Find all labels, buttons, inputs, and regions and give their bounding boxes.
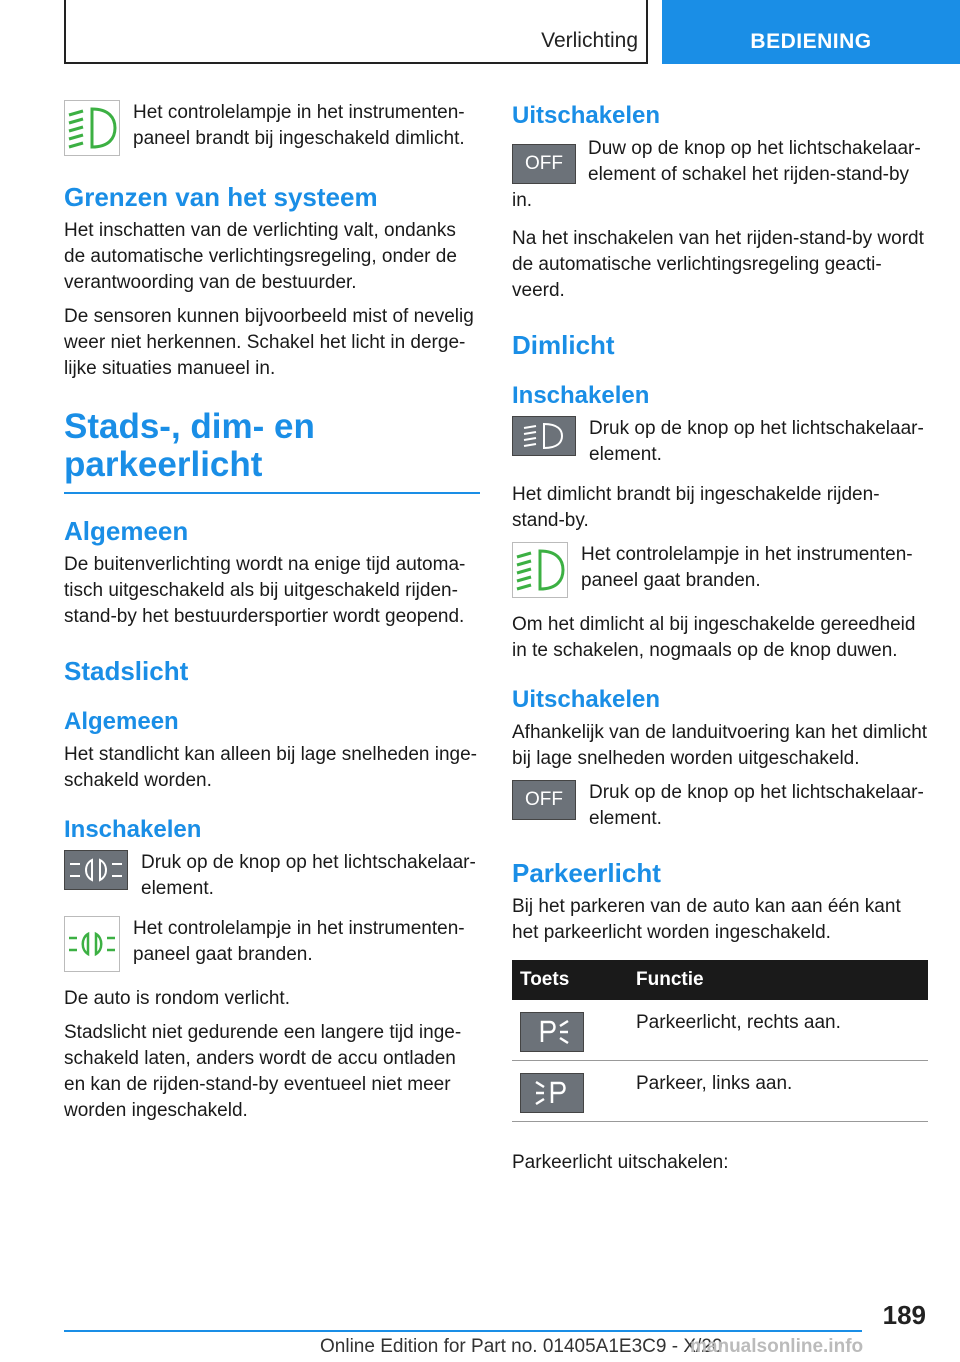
grenzen-heading: Grenzen van het systeem [64, 182, 378, 212]
low-beam-indicator-row-2 [512, 542, 928, 598]
table-header-toets: Toets [512, 960, 628, 1000]
side-light-indicator-row [64, 916, 480, 972]
stadslicht-warning-paragraph: Stadslicht niet gedurende een langere tijd inge-schakeld laten, anders wordt de accu ontladen en kan de rijden-stand-by eventueel niet meer worden ingeschakeld. [64, 1022, 462, 1121]
uitschakelen-heading: Uitschakelen [512, 102, 661, 129]
low-beam-button-row [512, 416, 928, 468]
low-beam-button-icon [512, 416, 576, 456]
dimlicht-heading: Dimlicht [512, 330, 615, 360]
table-cell-toets [512, 1061, 628, 1122]
off-button-icon: OFF [512, 144, 576, 184]
main-title-block [64, 408, 480, 494]
grenzen-paragraph-1: Het inschatten van de verlichting valt, ondanks de automatische verlichtingsregeling, onder de verantwoording van de bestuurder. [64, 220, 457, 293]
footer-rule [64, 1330, 862, 1332]
algemeen-paragraph: De buitenverlichting wordt na enige tijd automa-tisch uitgeschakeld als bij uitgeschakeld rijden-stand-by het bestuurdersportier wordt geopend. [64, 554, 466, 627]
parking-light-table [512, 960, 928, 1122]
stadslicht-heading: Stadslicht [64, 656, 189, 686]
off-button-text: Duw op de knop op het lichtschakelaar-element of schakel het rijden-stand-by in. [512, 138, 921, 211]
dimlicht-uitschakelen-paragraph: Afhankelijk van de landuitvoering kan het dimlicht bij lage snelheden worden uitgeschakeld. [512, 722, 928, 769]
stadslicht-algemeen-heading: Algemeen [64, 708, 179, 735]
side-light-indicator-text: Het controlelampje in het instrumenten-paneel gaat branden. [133, 918, 465, 965]
parkeerlicht-paragraph: Bij het parkeren van de auto kan aan één kant het parkeerlicht worden ingeschakeld. [512, 896, 901, 943]
off-button-row [512, 136, 928, 214]
footer-watermark: manualsonline.info [690, 1336, 864, 1357]
table-row [512, 1000, 928, 1061]
header-section-title: Verlichting [541, 29, 638, 52]
left-column [64, 100, 480, 1132]
parkeerlicht-heading: Parkeerlicht [512, 858, 661, 888]
grenzen-paragraph-2: De sensoren kunnen bijvoorbeeld mist of nevelig weer niet herkennen. Schakel het licht in derge-lijke situaties manueel in. [64, 306, 474, 379]
footer-edition: Online Edition for Part no. 01405A1E3C9 - X/20 [320, 1336, 723, 1357]
parkeerlicht-uitschakelen-text: Parkeerlicht uitschakelen: [512, 1152, 729, 1173]
dimlicht-paragraph-1: Het dimlicht brandt bij ingeschakelde rijden-stand-by. [512, 484, 880, 531]
parking-light-right-icon [520, 1012, 584, 1052]
algemeen-heading: Algemeen [64, 516, 189, 546]
rondom-paragraph: De auto is rondom verlicht. [64, 988, 290, 1009]
dimlicht-uitschakelen-heading: Uitschakelen [512, 686, 661, 713]
main-title: Stads-, dim- en parkeerlicht [64, 407, 315, 484]
dimlicht-paragraph-2: Om het dimlicht al bij ingeschakelde gereedheid in te schakelen, nogmaals op de knop duwen. [512, 614, 916, 661]
header-chapter-tab: BEDIENING [662, 0, 960, 64]
low-beam-indicator-row [64, 100, 480, 156]
table-cell-toets [512, 1000, 628, 1061]
side-light-indicator-icon [64, 916, 120, 972]
off-button-text-2: Druk op de knop op het lichtschakelaar-element. [589, 782, 924, 829]
right-column [512, 100, 928, 1184]
side-light-button-icon [64, 850, 128, 890]
low-beam-indicator-text-2: Het controlelampje in het instrumenten-paneel gaat branden. [581, 544, 913, 591]
table-cell-functie: Parkeer, links aan. [628, 1061, 928, 1122]
stadslicht-algemeen-paragraph: Het standlicht kan alleen bij lage snelheden inge-schakeld worden. [64, 744, 477, 791]
low-beam-indicator-icon [64, 100, 120, 156]
table-header-functie: Functie [628, 960, 928, 1000]
table-cell-functie: Parkeerlicht, rechts aan. [628, 1000, 928, 1061]
inschakelen-heading: Inschakelen [64, 816, 202, 843]
parking-light-left-icon [520, 1073, 584, 1113]
intro-text: Het controlelampje in het instrumenten-paneel brandt bij ingeschakeld dimlicht. [133, 102, 465, 149]
dimlicht-inschakelen-heading: Inschakelen [512, 382, 650, 409]
uitschakelen-paragraph: Na het inschakelen van het rijden-stand-by wordt de automatische verlichtingsregeling geacti-veerd. [512, 228, 924, 301]
table-row [512, 1061, 928, 1122]
page-number: 189 [882, 1300, 926, 1330]
low-beam-button-text: Druk op de knop op het lichtschakelaar-element. [589, 418, 924, 465]
table-header-row [512, 960, 928, 1000]
off-button-icon-2: OFF [512, 780, 576, 820]
off-button-row-2 [512, 780, 928, 832]
side-light-button-text: Druk op de knop op het lichtschakelaar-element. [141, 852, 476, 899]
side-light-button-row [64, 850, 480, 902]
low-beam-indicator-icon-2 [512, 542, 568, 598]
